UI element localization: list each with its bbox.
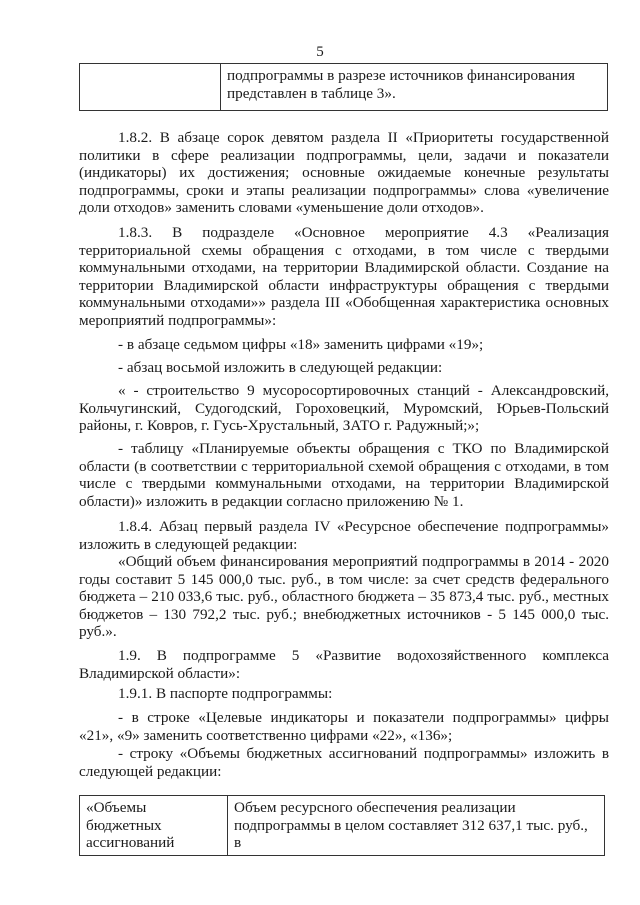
paragraph-1-9: 1.9. В подпрограмме 5 «Развитие водохозяйственного комплекса Владимирской области»: — [79, 647, 609, 682]
paragraph-1-8-2: 1.8.2. В абзаце сорок девятом раздела II «Приоритеты государственной политики в сфере реализации подпрограммы, цели, задачи и показатели (индикаторы) их достижения; основные ожидаемые конечные результаты подпрограммы, сроки и этапы реализации подпрограммы» слова «увеличение доли отходов» заменить словами «уменьшение доли отходов». — [79, 129, 609, 217]
paragraph-1-8-3: 1.8.3. В подразделе «Основное мероприятие 4.3 «Реализация территориальной схемы обращения с отходами, в том числе с твердыми коммунальными отходами, на территории Владимирской области. Создание на территории Владимирской области инфраструктуры обращения с твердыми коммунальными отходами»» раздела III «Обобщенная характеристика основных мероприятий подпрограммы»: — [79, 224, 609, 329]
paragraph-quote-construction: « - строительство 9 мусоросортировочных станций - Александровский, Кольчугинский, Судогодский, Гороховецкий, Муромский, Юрьев-Польский районы, г. Ковров, г. Гусь-Хрустальный, ЗАТО г. Радужный;»; — [79, 382, 609, 435]
budget-table-label-cell: «Объемы бюджетных ассигнований — [80, 796, 228, 856]
paragraph-item-2: - абзац восьмой изложить в следующей редакции: — [118, 359, 443, 376]
continuation-table — [79, 63, 608, 111]
paragraph-1-9-1: 1.9.1. В паспорте подпрограммы: — [118, 685, 333, 702]
paragraph-indicators: - в строке «Целевые индикаторы и показатели подпрограммы» цифры «21», «9» заменить соответственно цифрами «22», «136»; — [79, 709, 609, 744]
table-cell-text: подпрограммы в разрезе источников финансирования представлен в таблице 3». — [221, 64, 608, 111]
budget-table — [79, 795, 605, 856]
paragraph-item-1: - в абзаце седьмом цифры «18» заменить цифрами «19»; — [118, 336, 484, 353]
paragraph-item-table: - таблицу «Планируемые объекты обращения с ТКО по Владимирской области (в соответствии с территориальной схемой обращения с отходами, в том числе с твердыми коммунальными отходами, на территории Владимирской области)» изложить в редакции согласно приложению № 1. — [79, 440, 609, 510]
paragraph-budget-row: - строку «Объемы бюджетных ассигнований подпрограммы» изложить в следующей редакции: — [79, 745, 609, 780]
table-cell-empty — [80, 64, 221, 111]
budget-table-value-cell: Объем ресурсного обеспечения реализации подпрограммы в целом составляет 312 637,1 тыс. руб., в — [228, 796, 605, 856]
paragraph-1-8-4: 1.8.4. Абзац первый раздела IV «Ресурсное обеспечение подпрограммы» изложить в следующей редакции: — [79, 518, 609, 553]
paragraph-financing-quote: «Общий объем финансирования мероприятий подпрограммы в 2014 - 2020 годы составит 5 145 000,0 тыс. руб., в том числе: за счет средств федерального бюджета – 210 033,6 тыс. руб., областного бюджета – 35 873,4 тыс. руб., местных бюджетов – 130 792,2 тыс. руб.; внебюджетных источников - 5 145 000,0 тыс. руб.». — [79, 553, 609, 641]
page-number: 5 — [316, 44, 324, 60]
